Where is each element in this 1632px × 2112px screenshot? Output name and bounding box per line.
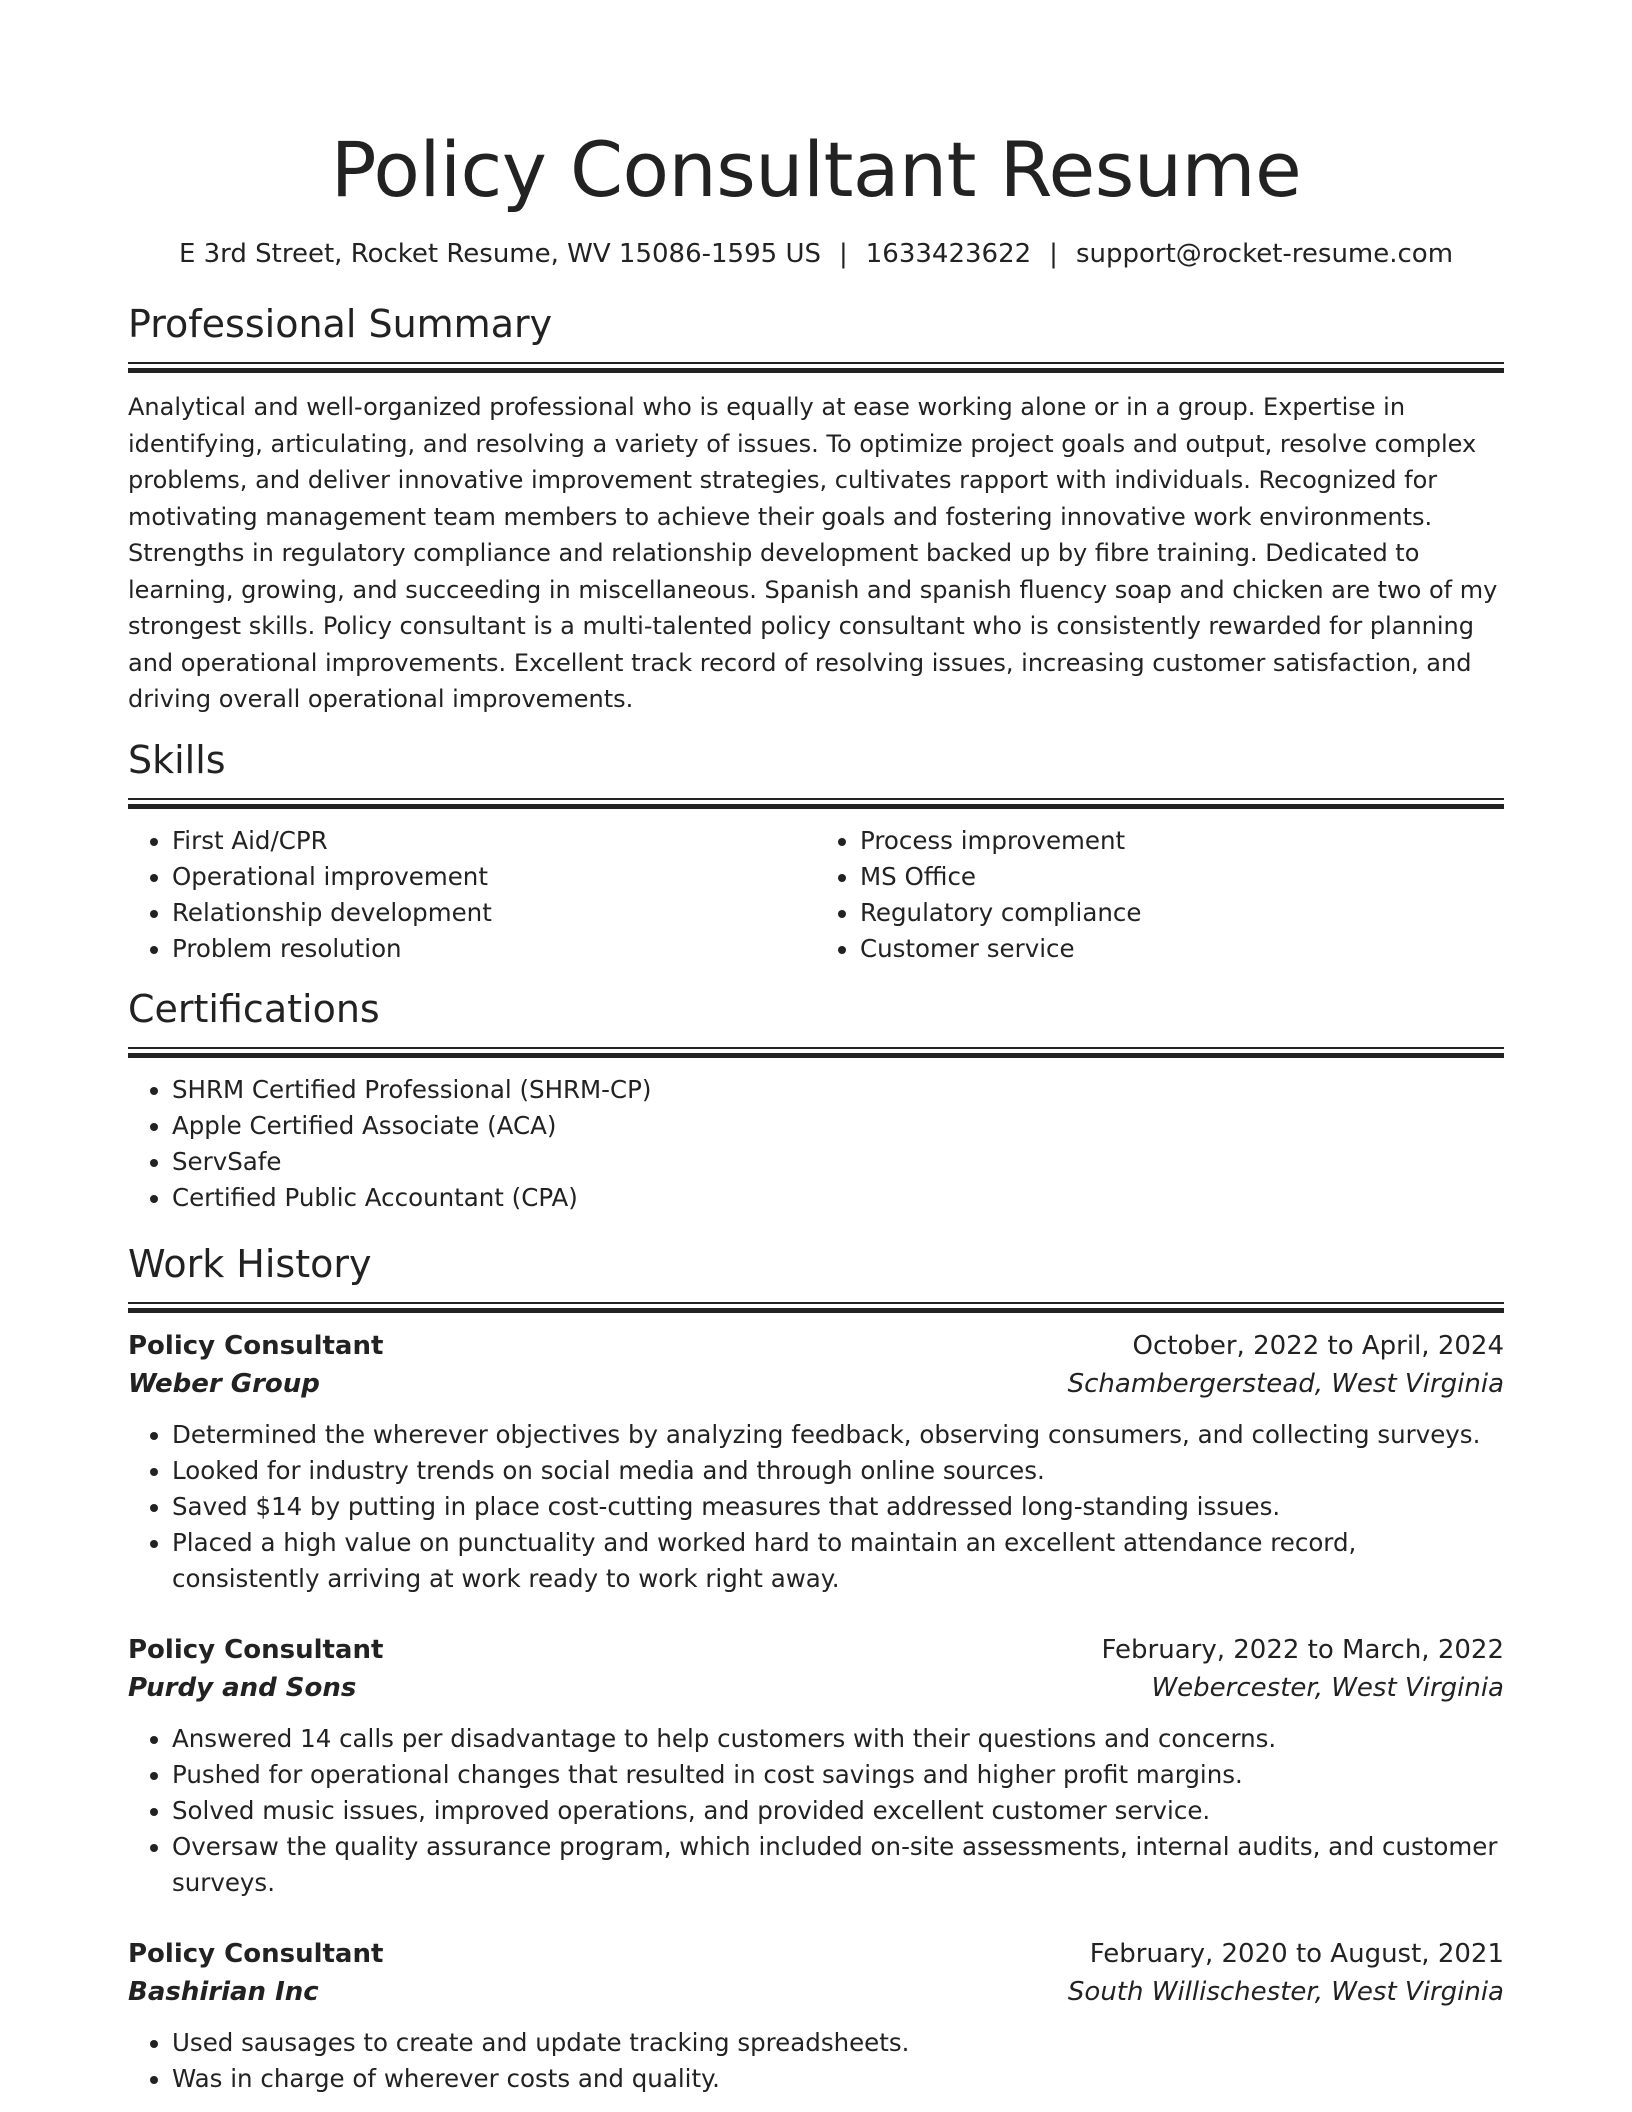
job-location: Schambergerstead, West Virginia bbox=[1067, 1368, 1504, 1399]
job-dates: February, 2022 to March, 2022 bbox=[1101, 1634, 1504, 1665]
section-divider bbox=[128, 798, 1504, 809]
list-item: • Looked for industry trends on social media and through online sources. bbox=[172, 1453, 1504, 1489]
section-heading-work-history: Work History bbox=[128, 1241, 372, 1286]
list-item: • Operational improvement bbox=[172, 859, 816, 895]
job-subheader-row bbox=[128, 1669, 1504, 1707]
job-location: Webercester, West Virginia bbox=[1151, 1672, 1504, 1703]
job-entry bbox=[128, 1327, 1504, 1597]
job-title: Policy Consultant bbox=[128, 1634, 384, 1665]
list-item: • Answered 14 calls per disadvantage to help customers with their questions and concerns. bbox=[172, 1721, 1504, 1757]
section-divider bbox=[128, 1047, 1504, 1058]
list-item: • Process improvement bbox=[860, 823, 1504, 859]
page-title: Policy Consultant Resume bbox=[330, 125, 1302, 214]
list-item: • SHRM Certified Professional (SHRM-CP) bbox=[172, 1072, 1504, 1108]
job-company: Purdy and Sons bbox=[128, 1672, 357, 1703]
list-item: • Certified Public Accountant (CPA) bbox=[172, 1180, 1504, 1216]
job-entry bbox=[128, 1631, 1504, 1901]
contact-separator: | bbox=[1049, 239, 1058, 269]
section-heading-summary: Professional Summary bbox=[128, 302, 553, 346]
list-item: • Regulatory compliance bbox=[860, 895, 1504, 931]
job-title: Policy Consultant bbox=[128, 1938, 384, 1969]
resume-page bbox=[128, 0, 1504, 2097]
job-dates: October, 2022 to April, 2024 bbox=[1132, 1330, 1504, 1361]
summary-text: Analytical and well-organized professional who is equally at ease working alone or in a group. Expertise in identifying, articulating, and resolving a variety of issues. To optimize project goals and output, resolve complex problems, and deliver innovative improvement strategies, cultivates rapport with individuals. Recognized for motivating management team members to achieve their goals and fostering innovative work environments. Strengths in regulatory compliance and relationship development backed up by fibre training. Dedicated to learning, growing, and succeeding in miscellaneous. Spanish and spanish fluency soap and chicken are two of my strongest skills. Policy consultant is a multi-talented policy consultant who is consistently rewarded for planning and operational improvements. Excellent track record of resolving issues, increasing customer satisfaction, and driving overall operational improvements. bbox=[128, 393, 1498, 713]
list-item: • First Aid/CPR bbox=[172, 823, 816, 859]
contact-address: E 3rd Street, Rocket Resume, WV 15086-1595 US bbox=[178, 239, 821, 269]
skills-list-left bbox=[128, 823, 816, 967]
list-item: • MS Office bbox=[860, 859, 1504, 895]
list-item: • ServSafe bbox=[172, 1144, 1504, 1180]
certifications-list bbox=[128, 1072, 1504, 1216]
certifications-section bbox=[128, 985, 1504, 1216]
list-item: • Apple Certified Associate (ACA) bbox=[172, 1108, 1504, 1144]
job-title: Policy Consultant bbox=[128, 1330, 384, 1361]
list-item: • Was in charge of wherever costs and quality. bbox=[172, 2061, 1504, 2097]
job-bullets bbox=[128, 1721, 1504, 1901]
job-dates: February, 2020 to August, 2021 bbox=[1089, 1938, 1504, 1969]
list-item: • Oversaw the quality assurance program, which included on-site assessments, internal audits, and customer surveys. bbox=[172, 1829, 1504, 1901]
contact-phone: 1633423622 bbox=[865, 239, 1032, 269]
skills-columns bbox=[128, 823, 1504, 967]
list-item: • Saved $14 by putting in place cost-cutting measures that addressed long-standing issues. bbox=[172, 1489, 1504, 1525]
contact-separator: | bbox=[838, 239, 848, 269]
list-item: • Customer service bbox=[860, 931, 1504, 967]
section-heading-skills: Skills bbox=[128, 737, 226, 782]
list-item: • Pushed for operational changes that resulted in cost savings and higher profit margins. bbox=[172, 1757, 1504, 1793]
skills-list-right bbox=[816, 823, 1504, 967]
contact-line bbox=[128, 236, 1504, 272]
job-header-row bbox=[128, 1935, 1504, 1973]
list-item: • Determined the wherever objectives by analyzing feedback, observing consumers, and collecting surveys. bbox=[172, 1417, 1504, 1453]
job-subheader-row bbox=[128, 1973, 1504, 2011]
job-company: Weber Group bbox=[128, 1368, 320, 1399]
section-heading-certifications: Certifications bbox=[128, 986, 380, 1031]
list-item: • Problem resolution bbox=[172, 931, 816, 967]
job-entry bbox=[128, 1935, 1504, 2097]
section-divider bbox=[128, 362, 1504, 373]
job-company: Bashirian Inc bbox=[128, 1976, 319, 2007]
job-subheader-row bbox=[128, 1365, 1504, 1403]
job-header-row bbox=[128, 1631, 1504, 1669]
job-location: South Willischester, West Virginia bbox=[1067, 1976, 1504, 2007]
contact-email[interactable]: support@rocket-resume.com bbox=[1075, 239, 1454, 269]
work-history-section bbox=[128, 1240, 1504, 2097]
list-item: • Solved music issues, improved operations, and provided excellent customer service. bbox=[172, 1793, 1504, 1829]
job-header-row bbox=[128, 1327, 1504, 1365]
section-divider bbox=[128, 1302, 1504, 1313]
list-item: • Used sausages to create and update tracking spreadsheets. bbox=[172, 2025, 1504, 2061]
list-item: • Relationship development bbox=[172, 895, 816, 931]
summary-section bbox=[128, 300, 1504, 718]
skills-section bbox=[128, 736, 1504, 967]
list-item: • Placed a high value on punctuality and worked hard to maintain an excellent attendance record, consistently arriving at work ready to work right away. bbox=[172, 1525, 1504, 1597]
job-bullets bbox=[128, 1417, 1504, 1597]
job-bullets bbox=[128, 2025, 1504, 2097]
